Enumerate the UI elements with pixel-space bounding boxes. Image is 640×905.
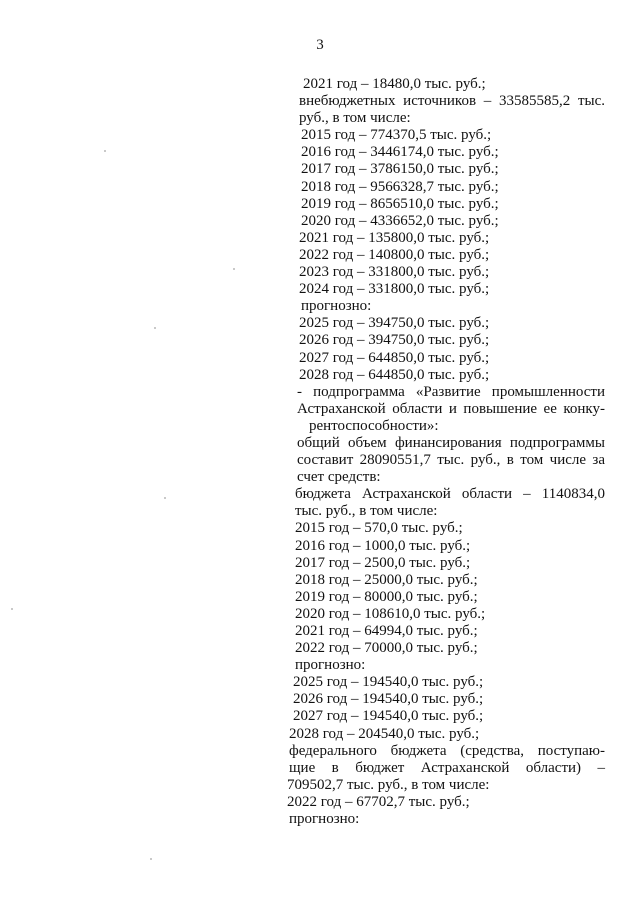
- text-line: 2024 год – 331800,0 тыс. руб.;: [299, 281, 490, 298]
- text-line: 2028 год – 644850,0 тыс. руб.;: [299, 366, 490, 383]
- text-line: 2028 год – 204540,0 тыс. руб.;: [289, 725, 480, 742]
- text-line: 2027 год – 194540,0 тыс. руб.;: [293, 708, 484, 725]
- scan-speck: [104, 150, 106, 152]
- text-line: составит 28090551,7 тыс. руб., в том числе за: [297, 452, 605, 469]
- text-line: 2021 год – 18480,0 тыс. руб.;: [303, 76, 486, 92]
- text-line: 2018 год – 25000,0 тыс. руб.;: [295, 571, 478, 588]
- text-line: щие в бюджет Астраханской области) –: [289, 759, 605, 776]
- text-line: тыс. руб., в том числе:: [295, 503, 438, 520]
- text-line: 2016 год – 3446174,0 тыс. руб.;: [301, 144, 499, 161]
- text-line: 2015 год – 570,0 тыс. руб.;: [295, 520, 463, 537]
- text-line: 2025 год – 394750,0 тыс. руб.;: [299, 315, 490, 332]
- text-line: - подпрограмма «Развитие промышленности: [297, 383, 605, 400]
- text-line: внебюджетных источников – 33585585,2 тыс.: [299, 93, 605, 110]
- text-line: 2016 год – 1000,0 тыс. руб.;: [295, 537, 471, 554]
- page-number: 3: [316, 37, 324, 53]
- scan-speck: [150, 858, 152, 860]
- text-line: 2018 год – 9566328,7 тыс. руб.;: [301, 178, 499, 195]
- text-line: прогнозно:: [295, 657, 366, 674]
- text-line: бюджета Астраханской области – 1140834,0: [295, 486, 605, 503]
- text-line: 2025 год – 194540,0 тыс. руб.;: [293, 674, 484, 691]
- text-line: 2022 год – 70000,0 тыс. руб.;: [295, 640, 478, 657]
- text-line: 2027 год – 644850,0 тыс. руб.;: [299, 349, 490, 366]
- scan-speck: [164, 497, 166, 499]
- text-line: 709502,7 тыс. руб., в том числе:: [287, 776, 490, 793]
- text-line: счет средств:: [297, 469, 381, 486]
- text-line: 2017 год – 2500,0 тыс. руб.;: [295, 554, 471, 571]
- text-line: 2017 год – 3786150,0 тыс. руб.;: [301, 161, 499, 178]
- scan-speck: [11, 608, 13, 610]
- text-line: прогнозно:: [289, 811, 360, 828]
- text-line: 2026 год – 394750,0 тыс. руб.;: [299, 332, 490, 349]
- text-line: 2022 год – 140800,0 тыс. руб.;: [299, 246, 490, 263]
- text-line: прогнозно:: [301, 298, 372, 315]
- text-line: 2023 год – 331800,0 тыс. руб.;: [299, 264, 490, 281]
- text-line: 2021 год – 135800,0 тыс. руб.;: [299, 229, 490, 246]
- text-line: 2019 год – 8656510,0 тыс. руб.;: [301, 195, 499, 212]
- text-line: Астраханской области и повышение ее конку-: [297, 400, 605, 417]
- scan-speck: [233, 268, 235, 270]
- text-line: федерального бюджета (средства, поступаю-: [289, 742, 605, 759]
- text-line: 2020 год – 4336652,0 тыс. руб.;: [301, 212, 499, 229]
- text-line: 2020 год – 108610,0 тыс. руб.;: [295, 605, 486, 622]
- text-line: общий объем финансирования подпрограммы: [297, 434, 605, 451]
- text-line: 2019 год – 80000,0 тыс. руб.;: [295, 588, 478, 605]
- financing-text-block: [287, 76, 605, 828]
- text-line: 2026 год – 194540,0 тыс. руб.;: [293, 691, 484, 708]
- text-line: рентоспособности»:: [309, 417, 439, 434]
- text-line: 2022 год – 67702,7 тыс. руб.;: [287, 793, 470, 810]
- scan-speck: [154, 327, 156, 329]
- text-line: 2021 год – 64994,0 тыс. руб.;: [295, 623, 478, 639]
- text-line: 2015 год – 774370,5 тыс. руб.;: [301, 127, 492, 144]
- text-line: руб., в том числе:: [299, 110, 411, 127]
